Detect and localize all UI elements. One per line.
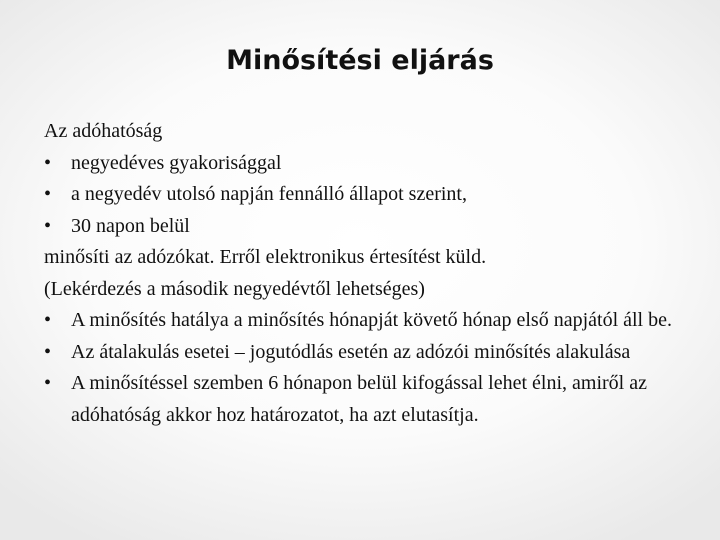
bullet-icon: • [44, 372, 52, 394]
bullet-text: Az átalakulás esetei – jogutódlás esetén az adózói minősítés alakulása [71, 340, 631, 363]
bullet-icon: • [44, 183, 52, 205]
bullet-text: 30 napon belül [71, 214, 190, 237]
bullet-item [44, 148, 694, 180]
body-line: minősíti az adózókat. Erről elektronikus értesítést küld. [44, 246, 487, 268]
body-line: (Lekérdezés a második negyedévtől lehetséges) [44, 277, 425, 300]
bullet-icon: • [44, 151, 52, 174]
bullet-text: A minősítés hatálya a minősítés hónapját követő hónap első napjától áll be. [71, 309, 672, 331]
bullet-icon: • [44, 340, 52, 363]
bullet-item [44, 305, 694, 337]
bullet-icon: • [44, 214, 52, 237]
bullet-text: A minősítéssel szemben 6 hónapon belül kifogással lehet élni, amiről az adóhatóság akkor hoz határozatot, ha azt elutasítja. [71, 372, 647, 426]
slide-body [44, 116, 694, 431]
bullet-item [44, 211, 694, 243]
intro-line: Az adóhatóság [44, 120, 163, 142]
bullet-text: negyedéves gyakorisággal [71, 151, 282, 174]
bullet-item [44, 337, 694, 369]
bullet-item [44, 368, 694, 431]
bullet-item [44, 179, 694, 211]
slide-title: Minősítési eljárás [226, 45, 494, 76]
bullet-text: a negyedév utolsó napján fennálló állapot szerint, [71, 183, 467, 205]
bullet-icon: • [44, 309, 52, 331]
